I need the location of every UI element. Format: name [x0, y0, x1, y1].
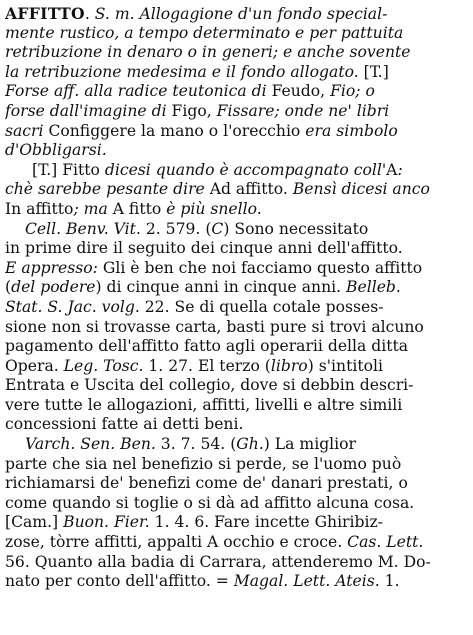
entry-line: 56. Quanto alla badia di Carrara, attenderemo M. Do- [5, 552, 431, 571]
entry-line: richiamarsi de' benefizi come de' danari prestati, o [5, 474, 408, 493]
entry-line: parte che sia nel benefizio si perde, se l'uomo può [5, 454, 402, 473]
dictionary-entry [5, 4, 469, 592]
entry-line: [T.] Fitto dicesi quando è accompagnato coll'A: [32, 160, 403, 179]
entry-line: vere tutte le allogazioni, affitti, livelli e altre simili [5, 395, 403, 414]
entry-line: sione non si trovasse carta, basti pure si trovi alcuno [5, 317, 424, 336]
entry-line: Opera. Leg. Tosc. 1. 27. El terzo (libro) s'intitoli [5, 356, 383, 375]
entry-line: sacri Configgere la mano o l'orecchio era simbolo [5, 121, 398, 140]
entry-line: d'Obbligarsi. [5, 141, 107, 160]
entry-line: zose, tòrre affitti, appalti A occhio e croce. Cas. Lett. [5, 533, 424, 552]
headword: AFFITTO [5, 4, 85, 23]
entry-line: nato per conto dell'affitto. = Magal. Lett. Ateis. 1. [5, 572, 400, 591]
entry-line: [Cam.] Buon. Fier. 1. 4. 6. Fare incette Ghiribiz- [5, 513, 383, 532]
entry-line: E appresso: Gli è ben che noi facciamo questo affitto [5, 258, 423, 277]
entry-line: Entrata e Uscita del collegio, dove si debbin descri- [5, 376, 414, 395]
entry-line: Cell. Benv. Vit. 2. 579. (C) Sono necessitato [25, 219, 369, 238]
entry-line: la retribuzione medesima e il fondo allogato. [T.] [5, 62, 389, 81]
entry-line: (del podere) di cinque anni in cinque anni. Belleb. [5, 278, 401, 297]
entry-line: Varch. Sen. Ben. 3. 7. 54. (Gh.) La miglior [25, 435, 356, 454]
entry-line: Stat. S. Jac. volg. 22. Se di quella cotale posses- [5, 297, 384, 316]
entry-line: in prime dire il seguito dei cinque anni dell'affitto. [5, 239, 403, 258]
entry-line: In affitto; ma A fitto è più snello. [5, 199, 262, 218]
entry-line: retribuzione in denaro o in generi; e anche sovente [5, 43, 411, 62]
entry-line: AFFITTO. S. m. Allogagione d'un fondo special- [5, 4, 388, 23]
entry-line: forse dall'imagine di Figo, Fissare; onde ne' libri [5, 101, 390, 120]
entry-line: come quando si toglie o si dà ad affitto alcuna cosa. [5, 493, 415, 512]
entry-line: Forse aff. alla radice teutonica di Feudo, Fio; o [5, 82, 375, 101]
entry-line: mente rustico, a tempo determinato e per pattuita [5, 23, 404, 42]
entry-line: concessioni fatte ai detti beni. [5, 415, 244, 434]
entry-line: pagamento dell'affitto fatto agli operarii della ditta [5, 337, 409, 356]
entry-line: chè sarebbe pesante dire Ad affitto. Bensì dicesi anco [5, 180, 430, 199]
